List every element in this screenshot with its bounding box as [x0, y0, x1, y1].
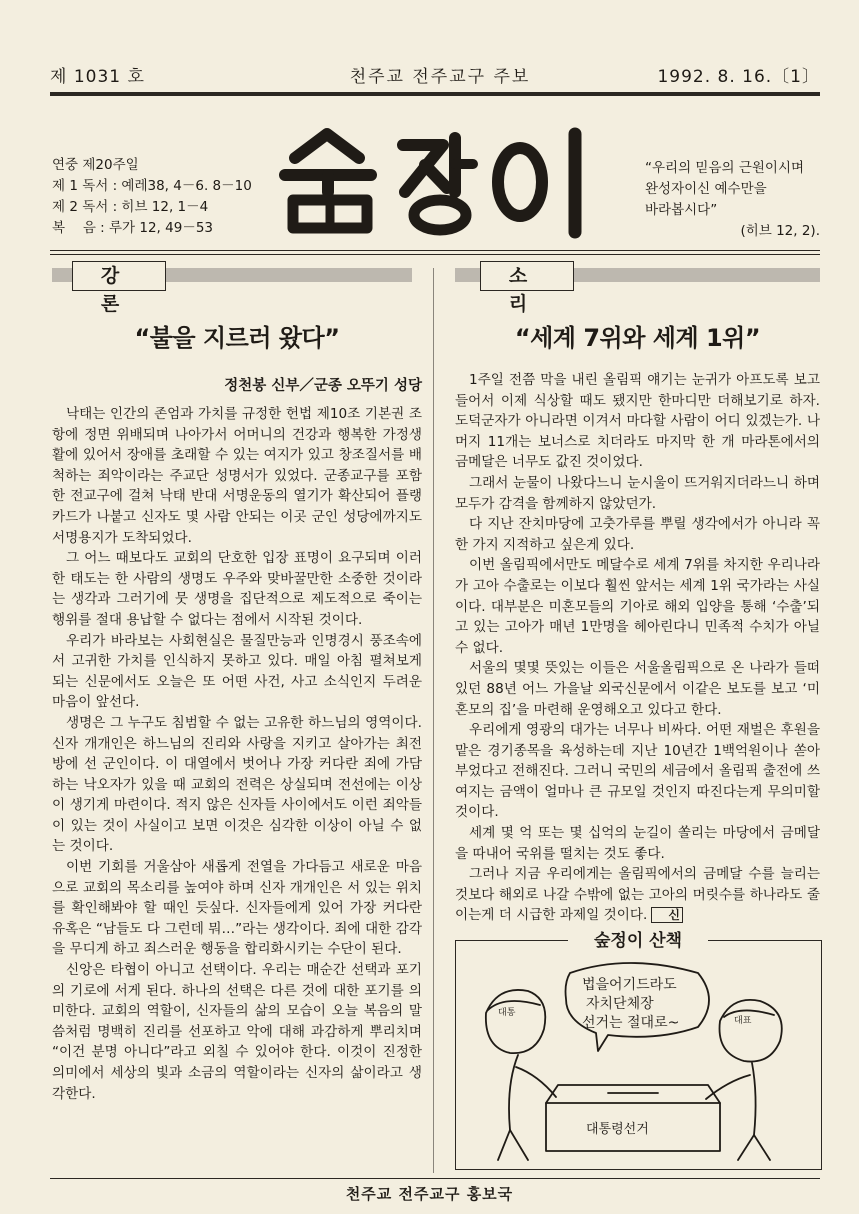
- speech-line: 법을어기드라도: [582, 977, 677, 993]
- masthead-top: [50, 62, 820, 88]
- publication-name: 천주교 전주교구 주보: [349, 67, 531, 87]
- end-mark: 신: [651, 907, 683, 923]
- sermon-paragraph: 이번 기회를 거울삼아 새롭게 전열을 가다듬고 새로운 마음으로 교회의 목소리를 높여야 하며 신자 개개인은 서 있는 위치를 확인해봐야 할 때인 듯싶다. 신자들에게 있어 가장 커다란 유혹은 “남들도 다 그런데 뭐…”라는 생각이다. 죄에 대한 감각을 무디게 하고 죄스러운 행동을 합리화시키는 수단이 된다.: [52, 859, 422, 958]
- speech-line: 자치단체장: [586, 996, 654, 1012]
- voice-paragraph: 이번 올림픽에서만도 메달수로 세계 7위를 차지한 우리나라가 고아 수출로는 이보다 훨씬 앞서는 세계 1위 국가라는 사실이다. 대부분은 미혼모들의 기아로 해외 입양을 통해 ‘수출’되고 있는 고아가 매년 1만명을 헤아린다니 민족적 수치가 아닐 수 없다.: [455, 557, 820, 656]
- voice-paragraph: 다 지난 잔치마당에 고춧가루를 뿌릴 생각에서가 아니라 꼭 한 가지 지적하고 싶은게 있다.: [455, 516, 820, 553]
- voice-paragraph: 1주일 전쯤 막을 내린 올림픽 얘기는 눈귀가 아프도록 보고 들어서 이제 식상할 때도 됐지만 한마디만 더해보기로 하자. 도덕군자가 아니라면 이겨서 마다할 사람이 어디 있겠는가. 나머지 11개는 보너스로 치더라도 마지막 한 개 마라톤에서의 금메달은 너무도 값진 것이었다.: [455, 372, 820, 471]
- footer-rule: [50, 1178, 820, 1179]
- right-hat-label: 대표: [734, 1016, 752, 1026]
- voice-paragraph: 서울의 몇몇 뜻있는 이들은 서울올림픽으로 온 나라가 들떠 있던 88년 어느 가을날 외국신문에서 이같은 보도를 보고 ‘미혼모의 집’을 마련해 운영해오고 있다고 한다.: [455, 660, 820, 718]
- sermon-paragraph: 생명은 그 누구도 침범할 수 없는 고유한 하느님의 영역이다. 신자 개개인은 하느님의 진리와 사랑을 지키고 살아가는 최전방에 선 군인이다. 이 대열에서 벗어나 가장 커다란 죄에 가담하는 낙오자가 있을 때 교회의 전력은 상실되며 전선에는 이상이 생기게 마련이다. 적지 않은 신자들 사이에서도 이런 죄악들이 있는 것이 사실이고 보면 이것은 심각한 이상이 아닐 수 없는 것이다.: [52, 714, 422, 855]
- speech-line: 선거는 절대로~: [582, 1015, 680, 1031]
- masthead-rule-top: [50, 92, 820, 96]
- cartoon-title: 숲정이 산책: [568, 929, 708, 953]
- left-hat-label: 대통: [498, 1008, 516, 1018]
- quote-line: 완성자이신 예수만을: [645, 181, 767, 197]
- issue-date: 1992. 8. 16.〔1〕: [657, 67, 820, 87]
- sermon-paragraph: 낙태는 인간의 존엄과 가치를 규정한 헌법 제10조 기본권 조항에 정면 위배되며 나아가서 어머니의 건강과 행복한 가정생활에 있어서 장애를 초래할 수 있는 여지가 있고 창조질서를 배척하는 죄악이라는 주교단 성명서가 있었다. 군종교구를 포함한 전교구에 걸쳐 낙태 반대 서명운동의 열기가 확산되어 플랭카드가 나붙고 신자도 몇 사람 안되는 이곳 군인 성당에까지도 서명용지가 도착되었다.: [52, 406, 422, 546]
- voice-body: [455, 370, 820, 926]
- quote-reference: (히브 12, 2).: [740, 223, 820, 239]
- section-label-voice: 소 리: [480, 261, 574, 291]
- voice-paragraph: [455, 864, 820, 926]
- quote-line: 바라봅시다”: [645, 202, 718, 218]
- masthead-rule-bottom-2: [50, 254, 820, 255]
- liturgical-week: 연중 제20주일: [52, 157, 139, 173]
- second-reading: 제 2 독서 : 히브 12, 1－4: [52, 199, 209, 215]
- ballot-box-label: 대통령선거: [586, 1122, 649, 1137]
- gospel-reading: 복 음 : 루가 12, 49－53: [52, 220, 213, 236]
- voice-headline: “세계 7위와 세계 1위”: [514, 324, 761, 352]
- readings-block: [52, 155, 282, 239]
- sermon-paragraph: 그 어느 때보다도 교회의 단호한 입장 표명이 요구되며 이러한 태도는 한 사람의 생명도 우주와 맞바꿀만한 소중한 것이라는 생각과 그러기에 뭇 생명을 집단적으로 제도적으로 죽이는 행위를 절대 용납할 수 없다는 점에서 시작된 것이다.: [52, 550, 422, 628]
- voice-paragraph: 그래서 눈물이 나왔다느니 눈시울이 뜨거워지더라느니 하며 모두가 감격을 함께하지 않았던가.: [455, 474, 820, 512]
- scripture-quote: [645, 158, 835, 242]
- voice-paragraph: 우리에게 영광의 대가는 너무나 비싸다. 어떤 재벌은 후원을 맡은 경기종목을 육성하는데 지난 10년간 1백억원이나 쏟아 부었다고 전해진다. 그러니 국민의 세금에서 올림픽 출전에 쓰여지는 금액이 얼마나 큰 규모일 것인지 따진다는게 무의미할 것이다.: [455, 722, 820, 821]
- footer-publisher: 천주교 전주교구 홍보국: [345, 1185, 514, 1203]
- sermon-headline: “불을 지르러 왔다”: [134, 324, 340, 352]
- sermon-body: [52, 404, 422, 1104]
- masthead-rule-bottom: [50, 250, 820, 251]
- quote-line: “우리의 믿음의 근원이시며: [645, 160, 805, 176]
- sermon-paragraph: 신앙은 타협이 아니고 선택이다. 우리는 매순간 선택과 포기의 기로에 서게 된다. 하나의 선택은 다른 것에 대한 포기를 의미한다. 교회의 역할이, 신자들의 삶의 모습이 오늘 복음의 말씀처럼 명백히 진리를 선포하고 악에 대해 과감하게 뿌리치며 “이건 분명 아니다”라고 외칠 수 있어야 한다. 이것이 진정한 의미에서 세상의 빛과 소금의 역할이라는 신자의 삶이라고 생각한다.: [52, 962, 422, 1102]
- column-divider: [433, 268, 434, 1173]
- voice-paragraph: 세계 몇 억 또는 몇 십억의 눈길이 쏠리는 마당에서 금메달을 따내어 국위를 떨치는 것도 좋다.: [455, 825, 820, 862]
- sermon-paragraph: 우리가 바라보는 사회현실은 물질만능과 인명경시 풍조속에서 고귀한 가치를 인식하지 못하고 있다. 매일 아침 펼쳐보게 되는 신문에서도 오늘은 또 어떤 사건, 사고 소식인지 두려운 마음이 앞선다.: [52, 632, 422, 711]
- voice-last-sentence: 그러나 지금 우리에게는 올림픽에서의 금메달 수를 늘리는 것보다 해외로 나갈 수밖에 없는 고아의 머릿수를 하나라도 줄이는게 더 시급한 과제일 것이다.: [455, 866, 820, 924]
- section-label-sermon: 강 론: [72, 261, 166, 291]
- masthead-logo: [275, 120, 605, 240]
- cartoon-illustration: [458, 955, 818, 1165]
- sermon-byline: 정천봉 신부／군종 오뚜기 성당: [224, 378, 422, 394]
- issue-number: 제 1031 호: [50, 67, 145, 87]
- first-reading: 제 1 독서 : 예레38, 4－6. 8－10: [52, 178, 252, 194]
